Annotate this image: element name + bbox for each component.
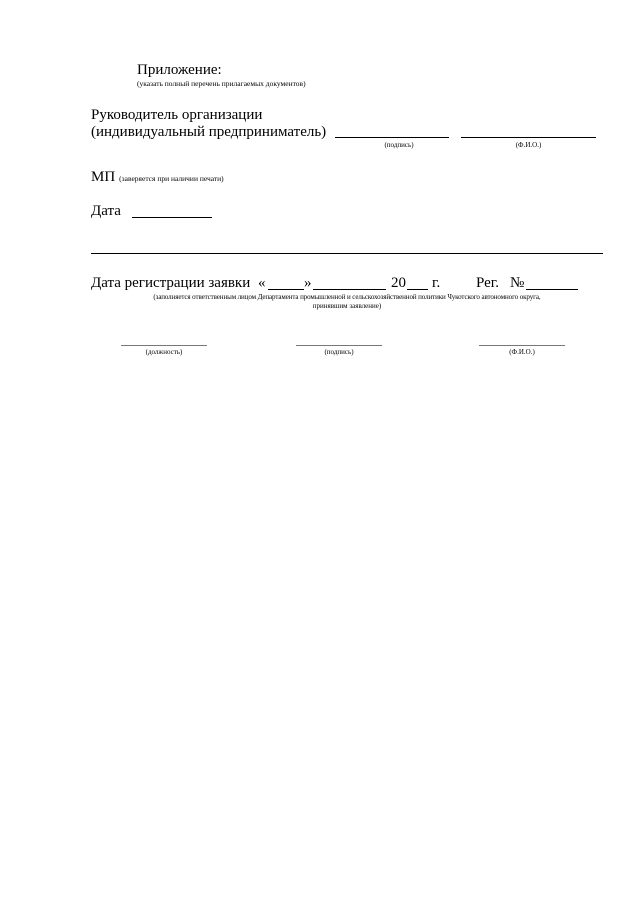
section-divider (91, 253, 603, 254)
registration-day-line[interactable] (268, 289, 304, 290)
registration-year-prefix: 20 (391, 275, 406, 291)
registration-month-line[interactable] (313, 289, 386, 290)
date-label: Дата (91, 203, 121, 219)
stamp-block (91, 168, 224, 186)
stamp-hint: (заверяется при наличии печати) (119, 174, 224, 183)
attachment-hint: (указать полный перечень прилагаемых документов) (137, 79, 306, 88)
head-signature-line[interactable] (335, 137, 449, 138)
registration-hint-line2: принявшим заявление) (312, 302, 382, 310)
registration-number-sign: № (510, 275, 525, 291)
registration-open-quote: « (258, 275, 266, 291)
official-fio-caption: (Ф.И.О.) (509, 348, 535, 356)
official-signature-line[interactable] (296, 345, 382, 346)
head-title-line2: (индивидуальный предприниматель) (91, 124, 327, 140)
head-signature-caption: (подпись) (384, 141, 414, 149)
head-title-line1: Руководитель организации (91, 107, 263, 123)
registration-label: Дата регистрации заявки (91, 275, 251, 291)
official-position-line[interactable] (121, 345, 207, 346)
date-line[interactable] (132, 217, 212, 218)
registration-reg-label: Рег. (476, 275, 500, 291)
registration-year-line[interactable] (407, 289, 428, 290)
head-fio-caption: (Ф.И.О.) (515, 141, 542, 149)
registration-number-line[interactable] (526, 289, 578, 290)
stamp-label: МП (91, 169, 116, 185)
registration-hint-line1: (заполняется ответственным лицом Департамента промышленной и сельскохозяйственной политики Чукотского автономного округа, (153, 293, 541, 301)
official-fio-line[interactable] (479, 345, 565, 346)
attachment-label: Приложение: (137, 62, 222, 78)
official-position-caption: (должность) (145, 348, 183, 356)
official-signature-caption: (подпись) (324, 348, 354, 356)
registration-year-suffix: г. (432, 275, 441, 291)
head-fio-line[interactable] (461, 137, 596, 138)
registration-close-quote: » (304, 275, 312, 291)
